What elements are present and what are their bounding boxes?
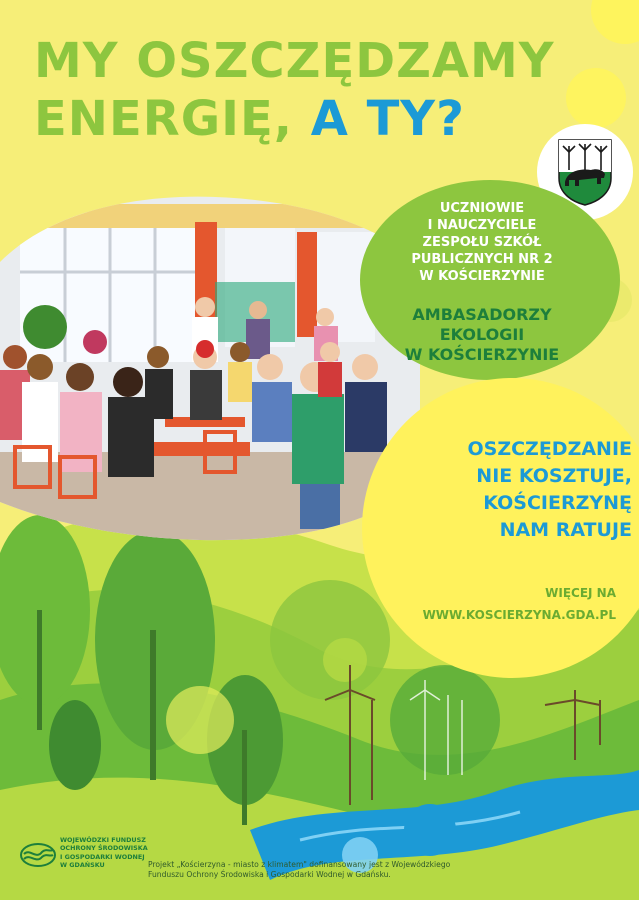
more-info: [380, 582, 616, 626]
slogan-line: NAM RATUJE: [499, 519, 632, 541]
ambassadors-line: EKOLOGII: [439, 325, 525, 344]
fund-line: I GOSPODARKI WODNEJ: [60, 852, 145, 861]
fund-line: WOJEWÓDZKI FUNDUSZ: [60, 836, 146, 844]
bear-crest-icon: [557, 138, 613, 206]
school-line: W KOŚCIERZYNIE: [419, 269, 545, 284]
school-line: ZESPOŁU SZKÓŁ: [422, 235, 542, 250]
ambassadors-line: W KOŚCIERZYNIE: [404, 345, 560, 364]
fund-line: W GDAŃSKU: [60, 861, 105, 870]
school-line: UCZNIOWIE: [439, 201, 525, 216]
project-note: Projekt „Kościerzyna - miasto z klimatem" dofinansowany jest z Wojewódzkiego Funduszu Ochrony Środowiska i Gospodarki Wodnej w Gdańsku.: [148, 860, 451, 879]
more-label: WIĘCEJ NA: [545, 586, 616, 600]
fund-name: [60, 836, 148, 870]
slogan: [392, 436, 632, 544]
fund-line: OCHRONY ŚRODOWISKA: [60, 844, 148, 853]
page-title: [34, 32, 555, 148]
classroom-photo: [0, 192, 420, 542]
school-line: PUBLICZNYCH NR 2: [411, 252, 553, 267]
slogan-line: OSZCZĘDZANIE: [467, 438, 632, 460]
school-info: [372, 200, 592, 285]
ambassadors-line: AMBASADORZY: [412, 305, 552, 324]
headline-line1: MY OSZCZĘDZAMY: [34, 33, 555, 89]
slogan-line: NIE KOSZTUJE,: [476, 465, 632, 487]
school-line: I NAUCZYCIELE: [427, 218, 537, 233]
website-link[interactable]: WWW.KOSCIERZYNA.GDA.PL: [422, 608, 616, 622]
wfosigw-logo-icon: [20, 842, 56, 868]
ambassadors-title: [372, 305, 592, 365]
headline-line2: ENERGIĘ,: [34, 91, 311, 147]
slogan-line: KOŚCIERZYNĘ: [483, 492, 632, 514]
headline-accent: A TY?: [310, 91, 465, 147]
